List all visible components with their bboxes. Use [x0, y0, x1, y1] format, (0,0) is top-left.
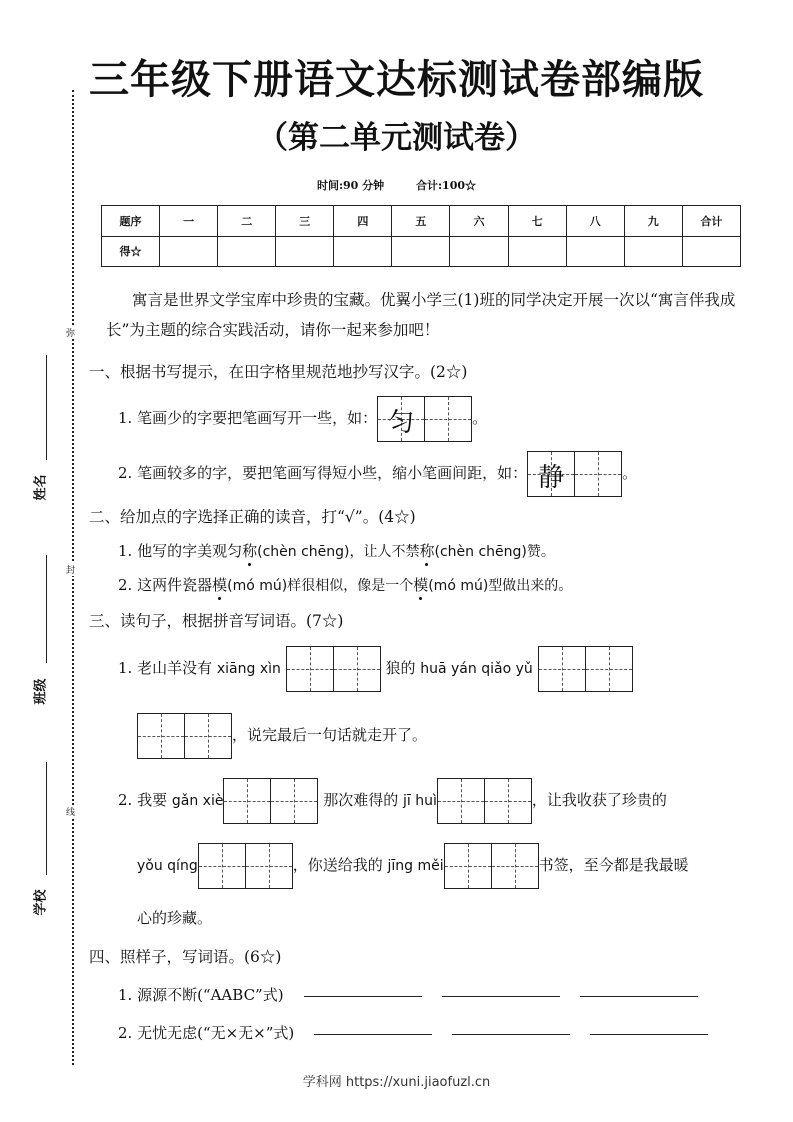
pinyin-options[interactable]: (chèn chēng)，让人不禁 — [257, 544, 420, 560]
s3-item-2-line3: 心的珍藏。 — [137, 909, 213, 927]
pinyin: jīng měi — [387, 858, 444, 874]
grid-cell[interactable] — [270, 779, 317, 823]
s2-item-2-text: 2. 这两件瓷器 — [118, 576, 213, 594]
score-cell[interactable] — [334, 236, 392, 267]
grid-cell[interactable] — [184, 714, 231, 758]
pinyin-options[interactable]: (chèn chēng)赞。 — [434, 544, 555, 560]
tianzige-grid — [198, 843, 293, 889]
s3-text: ，让我收获了珍贵的 — [531, 791, 667, 809]
s3-item-2-line2 — [137, 843, 689, 889]
dotted-char: 称 — [419, 542, 435, 560]
score-row-label: 得☆ — [102, 236, 160, 267]
answer-blank[interactable] — [452, 1034, 570, 1035]
grid-cell[interactable] — [539, 647, 585, 691]
grid-cell[interactable] — [199, 844, 245, 888]
seal-mark-mi: 弥 — [66, 326, 75, 339]
exam-meta — [0, 177, 793, 193]
s3-text: 1. 老山羊没有 — [118, 659, 213, 677]
score-header-cell: 九 — [624, 206, 682, 237]
score-table-score-row — [102, 236, 741, 267]
answer-blank[interactable] — [304, 996, 422, 997]
section-2-title: 二、给加点的字选择正确的读音，打“√”。(4☆) — [89, 508, 416, 526]
score-header-cell: 一 — [160, 206, 218, 237]
grid-cell — [528, 452, 574, 496]
dotted-seal-line — [72, 90, 74, 1065]
dotted-char: 模 — [212, 576, 228, 594]
s3-text: 2. 我要 — [118, 791, 168, 809]
answer-blank[interactable] — [590, 1034, 708, 1035]
s3-text: 狼的 — [385, 659, 416, 677]
score-cell[interactable] — [566, 236, 624, 267]
tianzige-grid — [527, 451, 622, 497]
grid-cell[interactable] — [245, 844, 292, 888]
answer-blank[interactable] — [314, 1034, 432, 1035]
dotted-char: 模 — [413, 576, 429, 594]
s1-item-2 — [118, 451, 637, 497]
grid-cell[interactable] — [424, 397, 471, 441]
answer-blank[interactable] — [442, 996, 560, 997]
answer-blank[interactable] — [580, 996, 698, 997]
class-line — [46, 555, 47, 663]
s4-item-2 — [118, 1022, 708, 1043]
school-line — [46, 762, 47, 875]
total-score: 合计:100☆ — [416, 179, 477, 192]
grid-cell[interactable] — [333, 647, 380, 691]
period: 。 — [472, 409, 488, 427]
seal-mark-feng: 封 — [66, 563, 75, 576]
tianzige-grid — [437, 778, 532, 824]
s3-text: ，你送给我的 — [292, 856, 383, 874]
seal-mark-xian: 线 — [66, 805, 75, 818]
tianzige-grid — [223, 778, 318, 824]
class-label: 班级 — [33, 678, 49, 705]
s3-item-1-line1 — [118, 646, 633, 692]
score-cell[interactable] — [682, 236, 740, 267]
grid-cell[interactable] — [491, 844, 538, 888]
score-cell[interactable] — [508, 236, 566, 267]
tianzige-grid — [377, 396, 472, 442]
score-header-cell: 四 — [334, 206, 392, 237]
pinyin: xiāng xìn — [216, 661, 281, 677]
section-3-title: 三、读句子，根据拼音写词语。(7☆) — [89, 612, 344, 630]
grid-cell[interactable] — [574, 452, 621, 496]
s3-item-1-line2 — [137, 713, 427, 759]
s3-text: ，说完最后一句话就走开了。 — [232, 726, 428, 744]
grid-cell — [378, 397, 424, 441]
score-header-cell: 七 — [508, 206, 566, 237]
tianzige-grid — [444, 843, 539, 889]
grid-cell[interactable] — [138, 714, 184, 758]
intro-paragraph: 寓言是世界文学宝库中珍贵的宝藏。优翼小学三(1)班的同学决定开展一次以“寓言伴我成长”为主题的综合实践活动，请你一起来参加吧！ — [106, 291, 736, 339]
score-table — [101, 205, 741, 267]
s3-text: 那次难得的 — [323, 791, 399, 809]
page-subtitle: （第二单元测试卷） — [257, 120, 536, 156]
score-header-cell: 题序 — [102, 206, 160, 237]
binding-margin — [0, 0, 90, 1122]
score-cell[interactable] — [160, 236, 218, 267]
grid-cell[interactable] — [438, 779, 484, 823]
example-char: 匀 — [388, 408, 415, 438]
pinyin-options[interactable]: (mó mú)型做出来的。 — [428, 578, 573, 594]
s4-item-1 — [118, 984, 698, 1005]
s2-item-2 — [118, 574, 572, 595]
pinyin-options[interactable]: (mó mú)样很相似，像是一个 — [227, 578, 414, 594]
page-title: 三年级下册语文达标测试卷部编版 — [89, 57, 704, 103]
s2-item-1 — [118, 540, 555, 561]
score-cell[interactable] — [450, 236, 508, 267]
name-label: 姓名 — [33, 474, 49, 501]
score-header-cell: 六 — [450, 206, 508, 237]
grid-cell[interactable] — [445, 844, 491, 888]
grid-cell[interactable] — [484, 779, 531, 823]
score-cell[interactable] — [392, 236, 450, 267]
score-header-cell: 五 — [392, 206, 450, 237]
pinyin: huā yán qiǎo yǔ — [420, 661, 533, 677]
grid-cell[interactable] — [287, 647, 333, 691]
score-header-cell: 八 — [566, 206, 624, 237]
example-char: 静 — [538, 463, 565, 493]
s1-item-1 — [118, 396, 487, 442]
score-header-cell: 三 — [276, 206, 334, 237]
pinyin: jī huì — [403, 793, 437, 809]
score-header-cell: 二 — [218, 206, 276, 237]
s3-text: 书签，至今都是我最暖 — [538, 856, 689, 874]
tianzige-grid — [286, 646, 381, 692]
score-cell[interactable] — [624, 236, 682, 267]
s4-item-1-text: 1. 源源不断(“AABC”式) — [118, 986, 284, 1004]
pinyin: yǒu qíng — [137, 858, 198, 874]
score-header-cell: 合计 — [682, 206, 740, 237]
section-4-title: 四、照样子，写词语。(6☆) — [89, 948, 282, 966]
s3-item-2-line1 — [118, 778, 667, 824]
score-cell[interactable] — [218, 236, 276, 267]
score-cell[interactable] — [276, 236, 334, 267]
school-label: 学校 — [33, 889, 49, 916]
footer-watermark: 学科网 https://xuni.jiaofuzl.cn — [302, 1075, 491, 1090]
period: 。 — [622, 464, 638, 482]
s2-item-1-text: 1. 他写的字美观匀 — [118, 542, 243, 560]
name-line — [46, 355, 47, 460]
score-table-header-row — [102, 206, 741, 237]
s1-item-2-text: 2. 笔画较多的字，要把笔画写得短小些，缩小笔画间距，如： — [118, 464, 528, 482]
time-limit: 时间:90 分钟 — [316, 179, 385, 192]
section-1-title: 一、根据书写提示，在田字格里规范地抄写汉字。(2☆) — [89, 363, 468, 381]
pinyin: gǎn xiè — [171, 793, 224, 809]
s4-item-2-text: 2. 无忧无虑(“无×无×”式) — [118, 1024, 295, 1042]
dotted-char: 称 — [242, 542, 258, 560]
tianzige-grid — [137, 713, 232, 759]
s1-item-1-text: 1. 笔画少的字要把笔画写开一些，如： — [118, 409, 378, 427]
grid-cell[interactable] — [585, 647, 632, 691]
grid-cell[interactable] — [224, 779, 270, 823]
tianzige-grid — [538, 646, 633, 692]
